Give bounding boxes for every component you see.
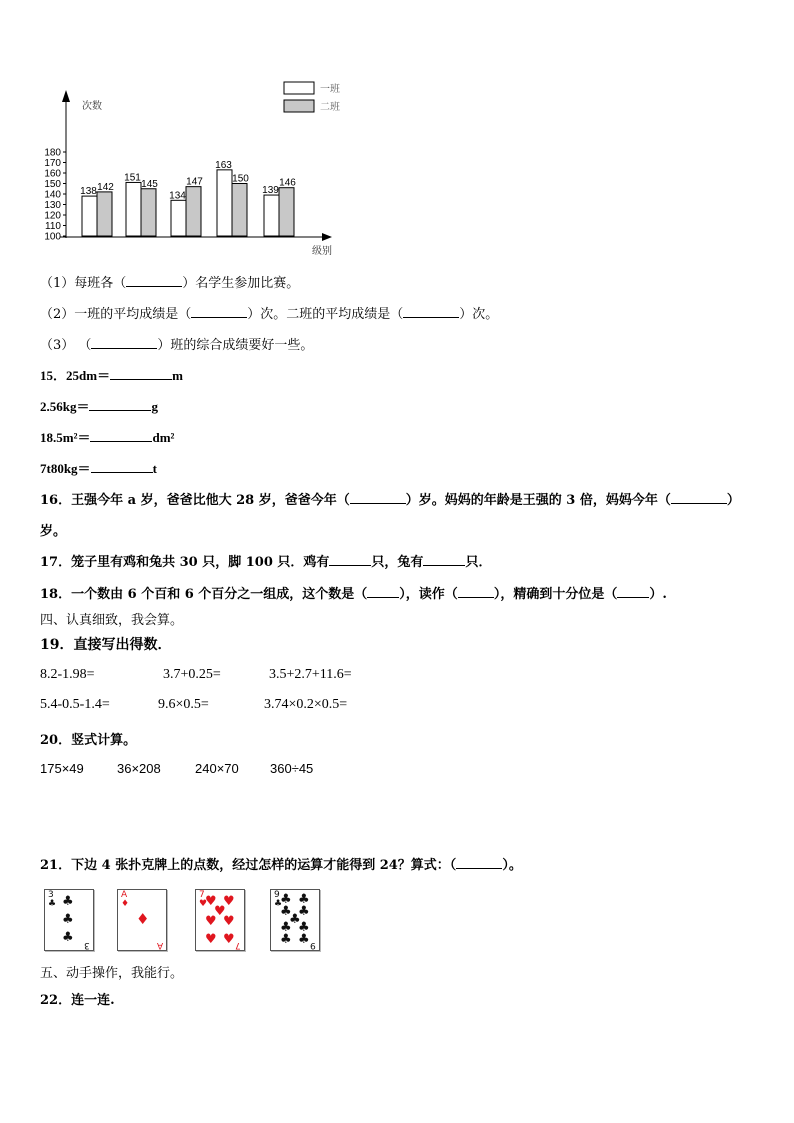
q14-part3: （3） （ ）班的综合成绩要好一些。	[40, 338, 314, 353]
answer-blank[interactable]	[617, 585, 649, 598]
q19-item: 9.6×0.5=	[158, 697, 209, 712]
section-4-heading: 四、认真细致，我会算。	[40, 613, 184, 628]
bar-class1	[126, 182, 141, 236]
q21-question: 21．下边 4 张扑克牌上的点数，经过怎样的运算才能得到 24？算式：（ ）。	[40, 858, 522, 873]
legend-label: 二班	[320, 102, 340, 113]
club-icon: ♣	[48, 899, 57, 909]
heart-icon: ♥	[223, 932, 235, 947]
q17: 17．笼子里有鸡和兔共 30 只，脚 100 只．鸡有 只，兔有 只．	[40, 555, 492, 570]
q20-item: 360÷45	[270, 761, 314, 776]
answer-blank[interactable]	[671, 491, 727, 504]
answer-blank[interactable]	[367, 585, 399, 598]
heart-icon: ♥	[223, 914, 235, 929]
q19-title: 19．直接写出得数．	[40, 637, 172, 653]
q16-line2: 岁。	[40, 524, 67, 539]
y-tick-label: 130	[44, 200, 61, 211]
q15-line1: 15．25dm＝ m	[40, 368, 183, 383]
diamond-icon: ♦	[121, 899, 130, 909]
y-tick-label: 140	[44, 189, 61, 201]
answer-blank[interactable]	[456, 856, 502, 869]
heart-icon: ♥	[199, 899, 208, 909]
q19-item: 5.4-0.5-1.4=	[40, 697, 110, 712]
bar-class1	[171, 200, 186, 236]
q15-line3: 18.5m²＝ dm²	[40, 430, 175, 445]
bar-class2	[186, 187, 201, 236]
y-tick-label: 120	[44, 210, 61, 222]
answer-blank[interactable]	[329, 553, 371, 566]
playing-card-ace-diamonds	[117, 889, 167, 951]
bar-value-label: 145	[141, 178, 158, 190]
playing-card-3-clubs	[44, 889, 94, 951]
heart-icon: ♥	[205, 932, 217, 947]
playing-card-7-hearts	[195, 889, 245, 951]
bar-class2	[97, 192, 112, 236]
card-rank: 3	[48, 890, 54, 900]
card-rank: A	[121, 890, 128, 900]
card-rank: 7	[235, 940, 241, 950]
bar-chart	[30, 78, 350, 258]
q20-item: 36×208	[117, 761, 161, 776]
y-tick-label: 160	[44, 168, 61, 180]
heart-icon: ♥	[205, 914, 217, 929]
answer-blank[interactable]	[110, 367, 172, 380]
card-rank: 9	[310, 940, 316, 950]
card-rank: A	[156, 940, 163, 950]
bar-value-label: 163	[215, 159, 232, 171]
q20-item: 175×49	[40, 761, 84, 776]
answer-blank[interactable]	[191, 305, 247, 318]
bar-value-label: 147	[186, 176, 203, 188]
q19-item: 3.74×0.2×0.5=	[264, 697, 348, 712]
answer-blank[interactable]	[89, 398, 151, 411]
bar-class1	[217, 170, 232, 236]
y-tick-label: 150	[44, 179, 61, 190]
heart-icon: ♥	[205, 894, 217, 909]
club-icon: ♣	[298, 904, 310, 919]
club-icon: ♣	[289, 912, 301, 927]
chart-legend	[284, 82, 340, 113]
bar-value-label: 142	[97, 181, 114, 193]
q15-line2: 2.56kg＝ g	[40, 399, 158, 414]
legend-swatch	[284, 82, 314, 94]
q15-line4: 7t80kg＝ t	[40, 461, 157, 476]
diamond-icon: ♦	[136, 910, 150, 928]
q22-title: 22．连一连.	[40, 993, 115, 1008]
x-axis-arrow-icon	[322, 233, 332, 241]
answer-blank[interactable]	[91, 336, 157, 349]
q19-item: 8.2-1.98=	[40, 667, 95, 682]
section-5-heading: 五、动手操作，我能行。	[40, 966, 184, 981]
bar-class2	[232, 184, 247, 237]
y-tick-label: 170	[44, 158, 61, 169]
bar-value-label: 151	[124, 172, 141, 184]
legend-swatch	[284, 100, 314, 112]
q19-item: 3.5+2.7+11.6=	[269, 667, 352, 682]
y-tick-label: 100	[44, 231, 61, 243]
bar-value-label: 139	[262, 185, 279, 197]
answer-blank[interactable]	[126, 274, 182, 287]
q20-item: 240×70	[195, 761, 239, 776]
bar-class2	[279, 188, 294, 236]
bar-class1	[82, 196, 97, 236]
q20-title: 20．竖式计算。	[40, 733, 137, 748]
bar-class2	[141, 189, 156, 236]
card-rank: 3	[84, 940, 90, 950]
club-icon: ♣	[280, 904, 292, 919]
club-icon: ♣	[298, 892, 310, 907]
card-rank: 9	[274, 890, 280, 900]
answer-blank[interactable]	[90, 429, 152, 442]
answer-blank[interactable]	[458, 585, 494, 598]
club-icon: ♣	[62, 894, 74, 909]
club-icon: ♣	[280, 892, 292, 907]
club-icon: ♣	[62, 912, 74, 927]
club-icon: ♣	[298, 920, 310, 935]
bar-value-label: 150	[232, 173, 249, 185]
bar-value-label: 138	[80, 186, 97, 198]
legend-label: 一班	[320, 84, 340, 95]
answer-blank[interactable]	[91, 460, 153, 473]
y-tick-label: 110	[45, 221, 61, 232]
playing-card-9-clubs	[270, 889, 320, 951]
heart-icon: ♥	[223, 894, 235, 909]
club-icon: ♣	[274, 899, 283, 909]
bar-class1	[264, 195, 279, 236]
card-rank: 7	[199, 890, 205, 900]
q18: 18．一个数由 6 个百和 6 个百分之一组成，这个数是（ ），读作（ ），精确到十分位是（ ）.	[40, 587, 667, 602]
heart-icon: ♥	[214, 904, 226, 919]
x-axis-label: 级别	[312, 246, 332, 257]
chart-bars	[80, 160, 296, 236]
club-icon: ♣	[62, 930, 74, 945]
y-axis-arrow-icon	[62, 90, 70, 102]
bar-value-label: 134	[169, 190, 186, 202]
q16-line1: 16．王强今年 a 岁，爸爸比他大 28 岁，爸爸今年（ ）岁。妈妈的年龄是王强的 3 倍，妈妈今年（ ）	[40, 493, 740, 508]
bar-value-label: 146	[279, 177, 296, 189]
y-axis-label: 次数	[82, 101, 102, 112]
answer-blank[interactable]	[350, 491, 406, 504]
y-tick-label: 180	[44, 147, 61, 159]
answer-blank[interactable]	[403, 305, 459, 318]
q14-part1: （1）每班各（ ）名学生参加比赛。	[40, 276, 300, 291]
club-icon: ♣	[280, 932, 292, 947]
club-icon: ♣	[280, 920, 292, 935]
q14-part2: （2）一班的平均成绩是（ ）次。二班的平均成绩是（ ）次。	[40, 307, 499, 322]
answer-blank[interactable]	[423, 553, 465, 566]
q19-item: 3.7+0.25=	[163, 667, 221, 682]
club-icon: ♣	[298, 932, 310, 947]
